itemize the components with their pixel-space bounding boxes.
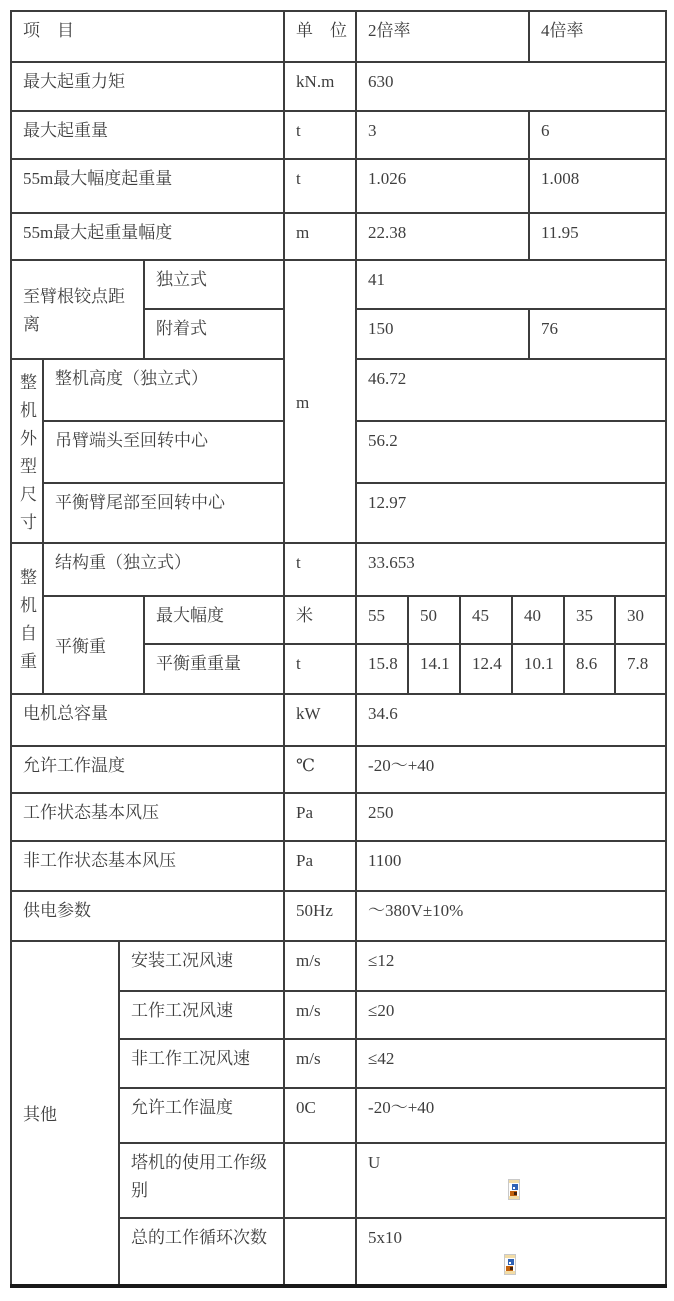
header-rate2: 2倍率: [356, 11, 529, 62]
other-label: 其他: [11, 941, 119, 1286]
wind-nonworking-unit: Pa: [284, 841, 356, 891]
mass-55: 15.8: [356, 644, 408, 694]
mass-40: 10.1: [512, 644, 564, 694]
radius-40: 40: [512, 596, 564, 644]
cycles-value: 5x10: [368, 1228, 403, 1247]
row-wind-install: [11, 941, 666, 991]
hinge-freestanding-value: 41: [356, 260, 666, 309]
radius-55: 55: [356, 596, 408, 644]
counterweight-label: 平衡重: [43, 596, 144, 694]
wind-working-unit: Pa: [284, 793, 356, 841]
load-55m-unit: t: [284, 159, 356, 213]
load-55m-v4: 1.008: [529, 159, 666, 213]
counterweight-radius-unit: 米: [284, 596, 356, 644]
max-load-v4: 6: [529, 111, 666, 159]
header-unit: 单 位: [284, 11, 356, 62]
row-max-moment: [11, 62, 666, 111]
overall-height-label: 整机高度（独立式）: [43, 359, 284, 421]
radius-maxload-unit: m: [284, 213, 356, 260]
other-temp-unit: 0C: [284, 1088, 356, 1143]
header-rate4: 4倍率: [529, 11, 666, 62]
broken-image-icon: [508, 1179, 520, 1209]
mass-30: 7.8: [615, 644, 666, 694]
counterweight-mass-label: 平衡重重量: [144, 644, 284, 694]
row-load-55m: [11, 159, 666, 213]
motor-capacity-value: 34.6: [356, 694, 666, 746]
power-value: ～380V±10%: [356, 891, 666, 941]
row-wind-nonworking: [11, 841, 666, 891]
cycles-unit: [284, 1218, 356, 1286]
load-55m-v2: 1.026: [356, 159, 529, 213]
hinge-attached-label: 附着式: [144, 309, 284, 359]
structure-weight-unit: t: [284, 543, 356, 596]
wind-work-label: 工作工况风速: [119, 991, 284, 1039]
wind-nonworking-value: 1100: [356, 841, 666, 891]
row-max-load: [11, 111, 666, 159]
wind-install-unit: m/s: [284, 941, 356, 991]
row-hinge-freestanding: [11, 260, 666, 309]
temp-unit: ℃: [284, 746, 356, 793]
other-temp-label: 允许工作温度: [119, 1088, 284, 1143]
row-power: [11, 891, 666, 941]
jib-tip-value: 56.2: [356, 421, 666, 483]
row-counterweight-radius: [11, 596, 666, 644]
duty-class-value-cell: [356, 1143, 666, 1218]
radius-maxload-v2: 22.38: [356, 213, 529, 260]
counterjib-tail-label: 平衡臂尾部至回转中心: [43, 483, 284, 543]
hinge-attached-v2: 150: [356, 309, 529, 359]
max-load-label: 最大起重量: [11, 111, 284, 159]
row-wind-working: [11, 793, 666, 841]
header-row: [11, 11, 666, 62]
radius-30: 30: [615, 596, 666, 644]
radius-maxload-label: 55m最大起重量幅度: [11, 213, 284, 260]
row-radius-maxload: [11, 213, 666, 260]
wind-working-value: 250: [356, 793, 666, 841]
duty-class-value: U: [368, 1153, 381, 1172]
wind-nonworking-label: 非工作状态基本风压: [11, 841, 284, 891]
mass-50: 14.1: [408, 644, 460, 694]
wind-work-value: ≤20: [356, 991, 666, 1039]
duty-class-unit: [284, 1143, 356, 1218]
cycles-label: 总的工作循环次数: [119, 1218, 284, 1286]
jib-tip-label: 吊臂端头至回转中心: [43, 421, 284, 483]
broken-image-icon: [504, 1254, 516, 1284]
wind-nonwork-unit: m/s: [284, 1039, 356, 1088]
radius-45: 45: [460, 596, 512, 644]
other-temp-value: -20～+40: [356, 1088, 666, 1143]
wind-nonwork-value: ≤42: [356, 1039, 666, 1088]
wind-install-label: 安装工况风速: [119, 941, 284, 991]
wind-install-value: ≤12: [356, 941, 666, 991]
counterweight-mass-unit: t: [284, 644, 356, 694]
counterweight-radius-label: 最大幅度: [144, 596, 284, 644]
cycles-value-cell: [356, 1218, 666, 1286]
mass-45: 12.4: [460, 644, 512, 694]
motor-capacity-label: 电机总容量: [11, 694, 284, 746]
wind-nonwork-label: 非工作工况风速: [119, 1039, 284, 1088]
max-load-unit: t: [284, 111, 356, 159]
motor-capacity-unit: kW: [284, 694, 356, 746]
radius-35: 35: [564, 596, 615, 644]
overall-height-value: 46.72: [356, 359, 666, 421]
power-label: 供电参数: [11, 891, 284, 941]
header-item: 项 目: [11, 11, 284, 62]
max-load-v2: 3: [356, 111, 529, 159]
radius-maxload-v4: 11.95: [529, 213, 666, 260]
spec-table: [10, 10, 667, 1288]
temp-label: 允许工作温度: [11, 746, 284, 793]
wind-working-label: 工作状态基本风压: [11, 793, 284, 841]
load-55m-label: 55m最大幅度起重量: [11, 159, 284, 213]
hinge-label: 至臂根铰点距离: [11, 260, 144, 359]
row-structure-weight: [11, 543, 666, 596]
hinge-attached-v4: 76: [529, 309, 666, 359]
row-motor-capacity: [11, 694, 666, 746]
radius-50: 50: [408, 596, 460, 644]
max-moment-label: 最大起重力矩: [11, 62, 284, 111]
duty-class-label: 塔机的使用工作级别: [119, 1143, 284, 1218]
structure-weight-value: 33.653: [356, 543, 666, 596]
self-weight-label: 整机自重: [11, 543, 43, 694]
power-unit: 50Hz: [284, 891, 356, 941]
wind-work-unit: m/s: [284, 991, 356, 1039]
structure-weight-label: 结构重（独立式）: [43, 543, 284, 596]
counterjib-tail-value: 12.97: [356, 483, 666, 543]
dimensions-label: 整机外型尺寸: [11, 359, 43, 543]
hinge-freestanding-label: 独立式: [144, 260, 284, 309]
row-temp: [11, 746, 666, 793]
temp-value: -20～+40: [356, 746, 666, 793]
mass-35: 8.6: [564, 644, 615, 694]
max-moment-unit: kN.m: [284, 62, 356, 111]
max-moment-value: 630: [356, 62, 666, 111]
dimensions-unit: m: [284, 260, 356, 543]
